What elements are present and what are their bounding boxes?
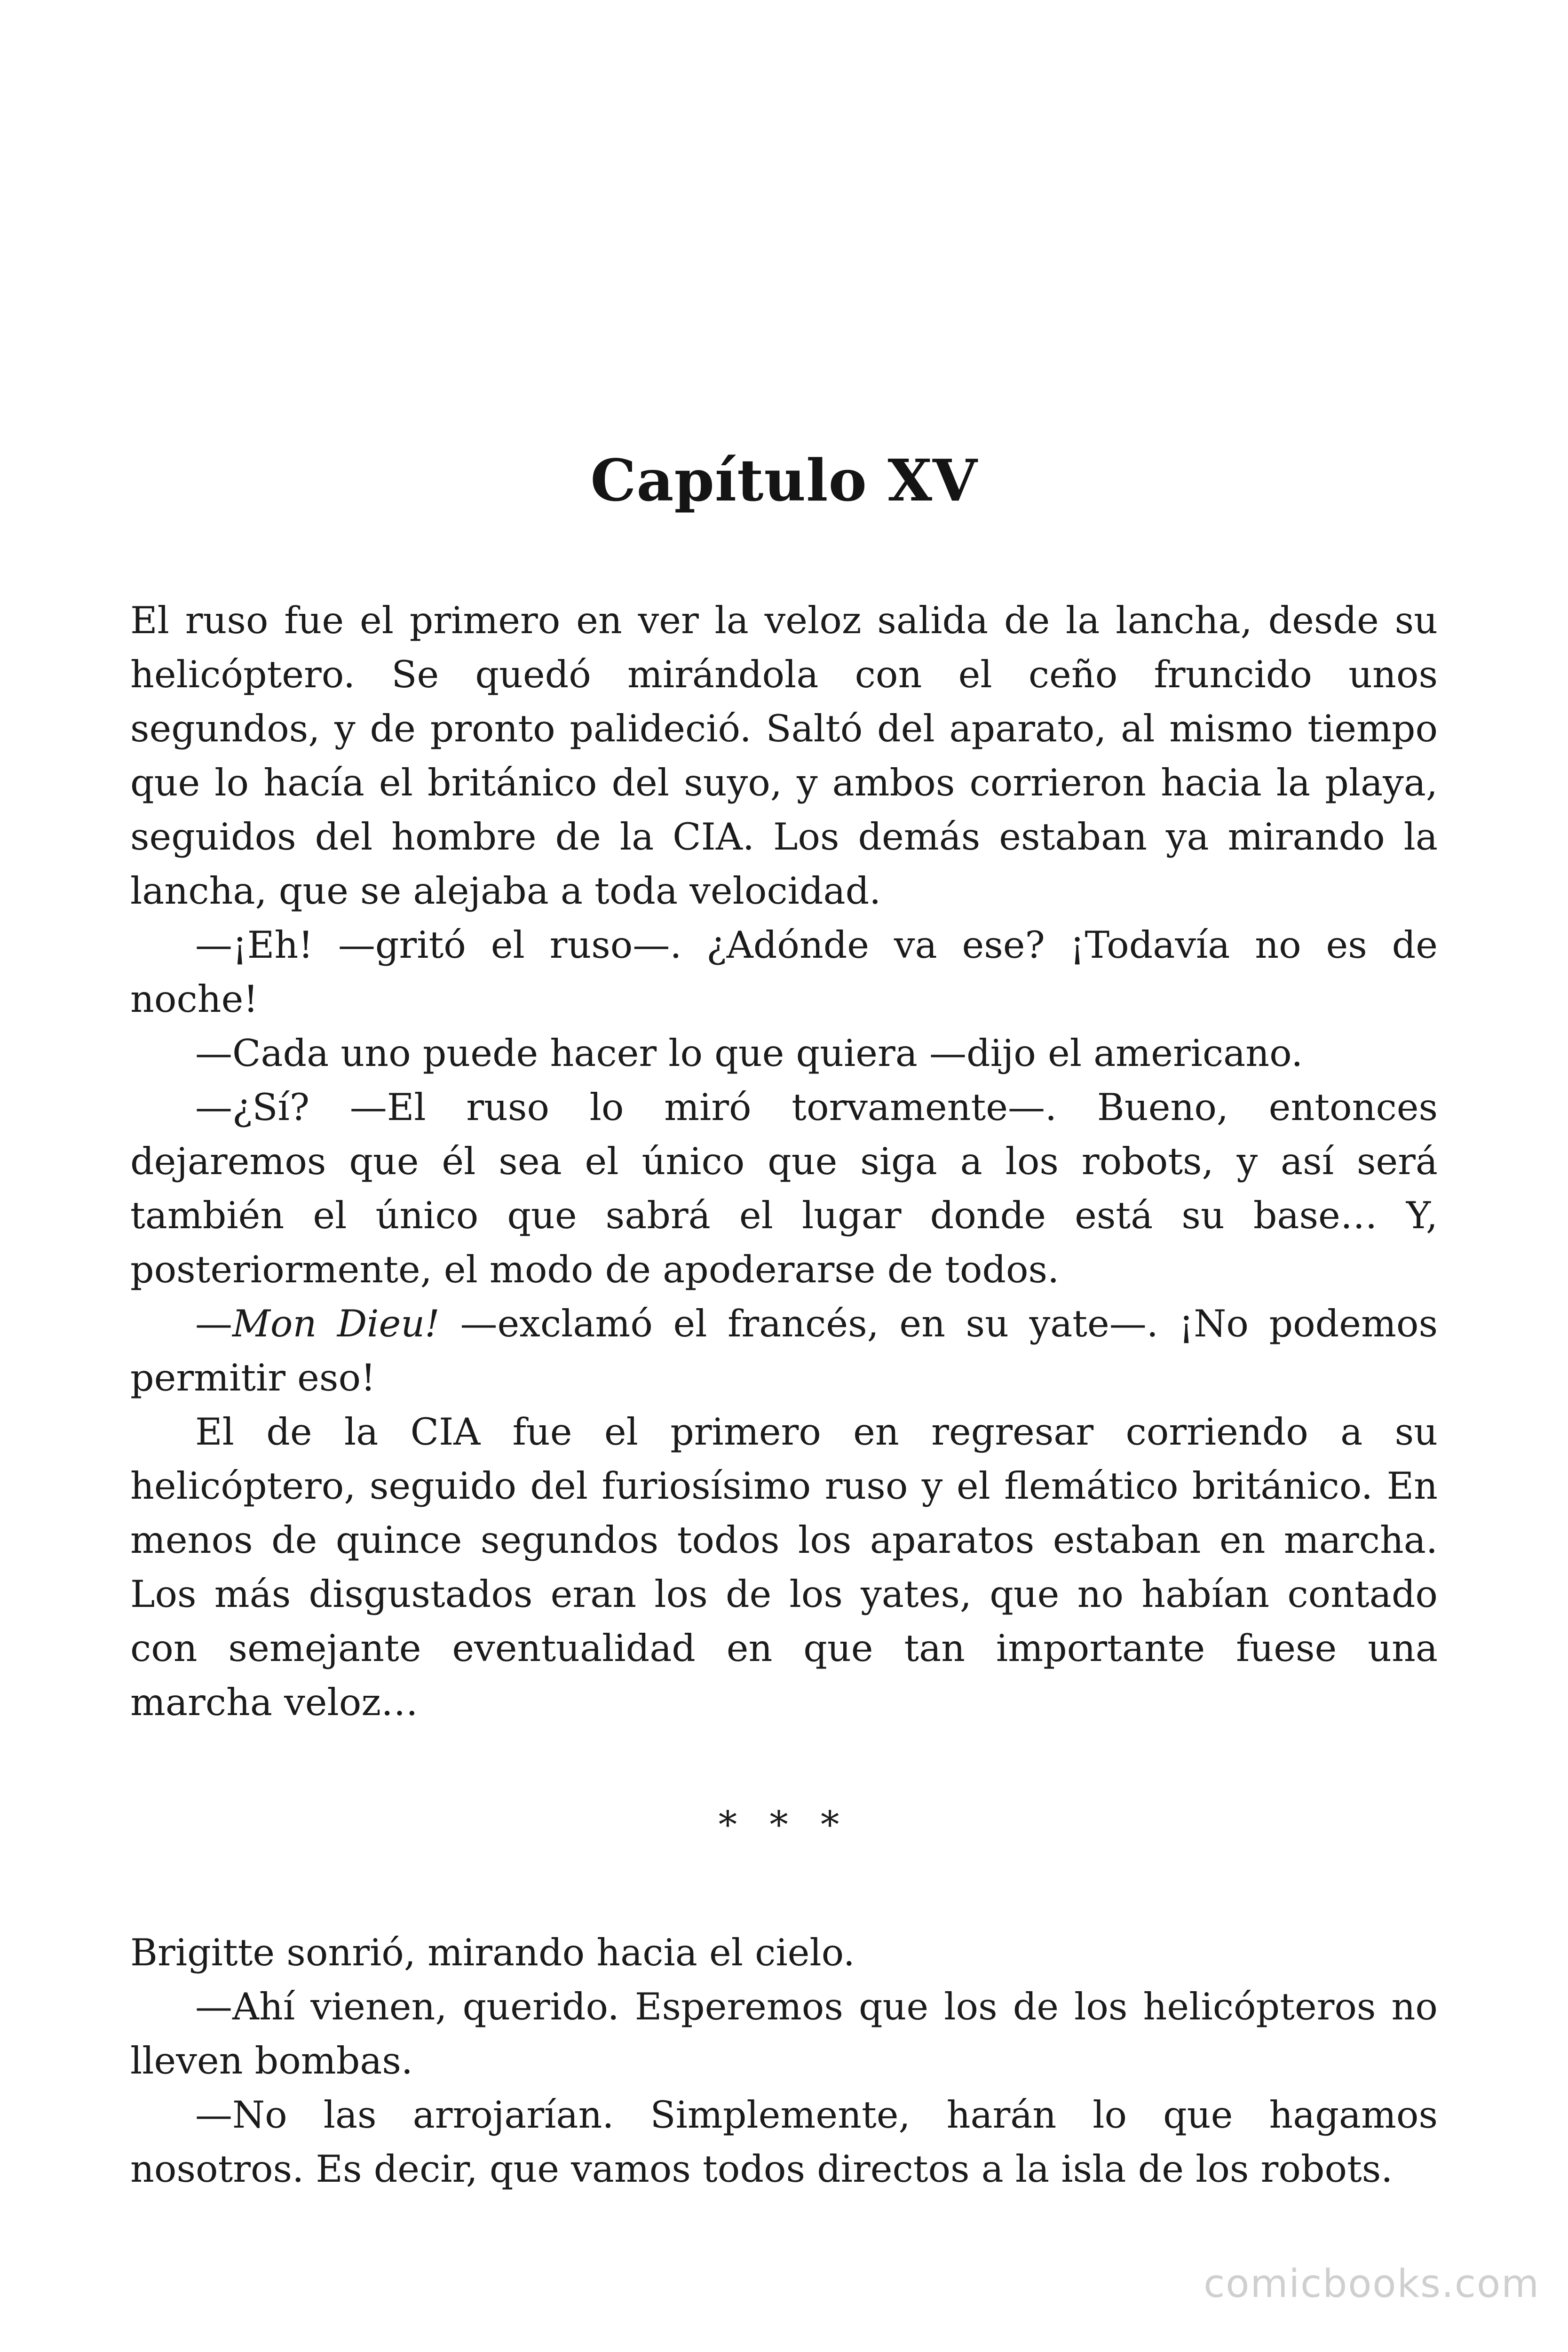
paragraph: El ruso fue el primero en ver la veloz salida de la lancha, desde su helicóptero. Se quedó mirándola con el ceño fruncido unos segundos, y de pronto palideció. Saltó del aparato, al mismo tiempo que lo hacía el británico del suyo, y ambos corrieron hacia la playa, seguidos del hombre de la CIA. Los demás estaban ya mirando la lancha, que se alejaba a toda velocidad. <box>130 599 1438 913</box>
dash: — <box>195 1302 232 1345</box>
section-2 <box>130 1926 1438 2196</box>
section-separator: * * * <box>718 1803 850 1846</box>
watermark: comicbooks.com <box>1204 2262 1540 2306</box>
paragraph <box>130 1297 1438 1405</box>
paragraph: —No las arrojarían. Simplemente, harán lo que hagamos nosotros. Es decir, que vamos todos directos a la isla de los robots. <box>130 2093 1438 2191</box>
paragraph: Brigitte sonrió, mirando hacia el cielo. <box>130 1931 855 1974</box>
paragraph: —Cada uno puede hacer lo que quiera —dijo el americano. <box>195 1032 1303 1075</box>
chapter-title: Capítulo XV <box>590 446 978 514</box>
italic-exclamation: Mon Dieu! <box>232 1302 440 1345</box>
paragraph: —Ahí vienen, querido. Esperemos que los de los helicópteros no lleven bombas. <box>130 1985 1438 2082</box>
paragraph-continuation: —exclamó el francés, en su yate—. ¡No podemos permitir eso! <box>130 1302 1438 1399</box>
paragraph: El de la CIA fue el primero en regresar corriendo a su helicóptero, seguido del furiosísimo ruso y el flemático británico. En menos de quince segundos todos los aparatos estaban en marcha. Los más disgustados eran los de los yates, que no habían contado con semejante eventualidad en que tan importante fuese una marcha veloz… <box>130 1410 1438 1724</box>
paragraph: —¿Sí? —El ruso lo miró torvamente—. Bueno, entonces dejaremos que él sea el único que siga a los robots, y así será también el único que sabrá el lugar donde está su base… Y, posteriormente, el modo de apoderarse de todos. <box>130 1086 1438 1291</box>
section-1 <box>130 594 1438 1730</box>
paragraph: —¡Eh! —gritó el ruso—. ¿Adónde va ese? ¡Todavía no es de noche! <box>130 923 1438 1021</box>
